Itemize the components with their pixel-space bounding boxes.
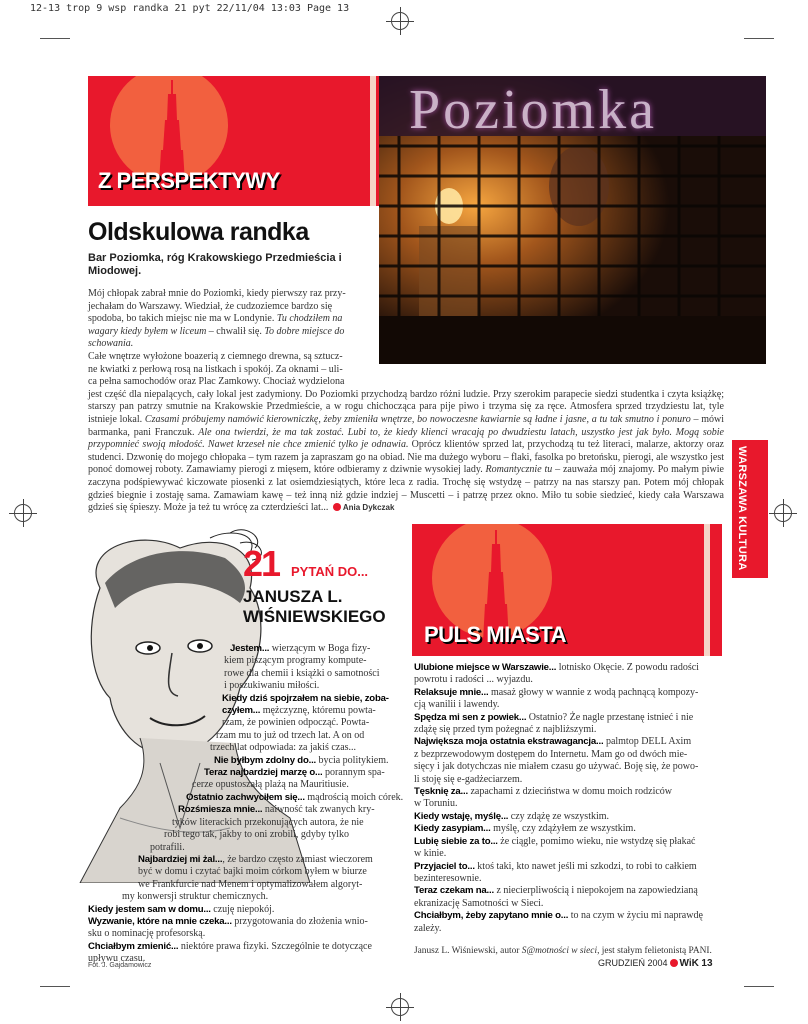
qa-line: upływu czasu. (88, 953, 146, 965)
article-intro: Mój chłopak zabrał mnie do Poziomki, kiedy pierwszy raz przy- jechałam do Warszawy. Wiedział, że cudzoziemce bardzo się spodoba, bo takich miejsc nie ma w Londynie. Tu chodziłem na wagary kiedy byłem w liceum – chwalił się. To dobre miejsce do schowania. Całe wnętrze wyłożone boazerią z ciemnego drewna, są sztucz- ne kwiatki z perłową rosą na listkach i spokój. Za oknami – uli- ca pełna samochodów oraz Plac Zamkowy. Chociaż wydzielona (88, 288, 346, 388)
qa-line: Relaksuje mnie... masaż głowy w wannie z wodą pachnącą kompozy- (414, 686, 699, 698)
qa-line: li stoję się e-gadżeciarzem. (414, 773, 523, 785)
qa-line: robi tego tak, jakby to oni zrobili, gdyby tylko (164, 829, 349, 841)
qa-line: Lubię siebie za to... że ciągle, pomimo wieku, nie wstydzę się płakać (414, 835, 696, 847)
registration-mark-icon (391, 998, 409, 1016)
qa-line: Największa moja ostatnia ekstrawagancja... palmtop DELL Axim (414, 736, 692, 748)
qa-line: Spędza mi sen z powiek... Ostatnio? Że nagle przestanę istnieć i nie (414, 711, 694, 723)
qa-line: cerze opustoszałą plażą na Mauritiusie. (192, 779, 349, 791)
qa-line: w Toruniu. (414, 798, 458, 810)
qa-line: zdążę się przed tym pożegnać z najbliższymi. (414, 724, 597, 736)
qa-line: we Frankfurcie nad Menem i optymalizowałem algoryt- (138, 878, 363, 890)
qa-line: cją wanilii i lawendy. (414, 699, 500, 711)
folio-bullet-icon (670, 959, 678, 967)
qa-line: rzam mu to już od trzech lat. A on od (216, 729, 365, 741)
qa-line: Nie byłbym zdolny do... bycia politykiem. (214, 754, 389, 766)
qa-line: trzech lat odpowiada: za jakiś czas... (210, 742, 357, 754)
qa-line: Teraz czekam na... z niecierpliwością i niepokojem na zapowiedzianą (414, 885, 698, 897)
qa-line: sku o nominację profesorską. (88, 928, 206, 940)
registration-mark-icon (14, 504, 32, 522)
neon-sign: Poziomka (409, 79, 657, 141)
qa-line: Kiedy jestem sam w domu... czuję niepokój. (88, 903, 275, 915)
interview-qa (88, 643, 404, 966)
section-banner-puls-miasta (412, 524, 722, 656)
interview-heading: PYTAŃ DO... (291, 564, 369, 579)
article-title: Oldskulowa randka (88, 218, 309, 246)
qa-line: potrafili. (150, 841, 185, 853)
qa-line: Najbardziej mi żal..., że bardzo często zamiast wieczorem (138, 853, 373, 865)
qa-line: zależy. (414, 922, 442, 934)
registration-mark-icon (774, 504, 792, 522)
article-author: Ania Dykczak (342, 503, 395, 513)
qa-line: Teraz najbardziej marzę o... porannym spa- (204, 767, 385, 779)
qa-line: z bezprzewodowym dostępem do Internetu. Mam go od dwóch mie- (414, 748, 688, 760)
interview-person: JANUSZA L. WIŚNIEWSKIEGO (243, 587, 386, 626)
qa-line: być w domu i czytać bajki moim córkom byłem w biurze (138, 866, 367, 878)
article-main: jest część dla niepalących, cały lokal jest zadymiony. Do Poziomki przychodzą bardzo różni ludzie. Przy szerokim parapecie siedzi studentka i czyta książkę; starszy pan patrzy smutnie na Krakowskie Przedmieście, a w rogu chichocząca para pije piwo i trzyma się za ręce. Atmosfera sprzed trzydziestu lat, tyle istnieje lokal. Czasami próbujemy namówić kierowniczkę, żeby zmieniła wnętrze, bo nowoczesne kawiarnie są ładne i jasne, a tu tak smutno i ponuro – mówi barmanka, pani Franczuk. Ale ona twierdzi, że ma tak zostać. Lubi to, że kiedy klienci wracają po dwudziestu latach, uszystko jest jak było. Mogą sobie przypomnieć swoją młodość. Nawet krzeseł nie chce zmienić tylko je odnawia. Oprócz klientów sprzed lat, przychodzą tu też literaci, malarze, aktorzy oraz studenci. Dzwonię do mojego chłopaka – tym razem ja zapraszam go na obiad. Nie ma dużego wyboru – flaki, fasolka po bretońsku, pierogi, ale wszystko jest ponoć domowej roboty. Zamawiamy pierogi z mięsem, które odbieramy z dziwnie wysokiej lady. Romantycznie tu – zauważa mój znajomy. Po małym piwie zaczyna podśpiewywać kiczowate piosenki z lat osiemdziesiątych, które leca z radia. Trochę się wstydzę – patrzy na nas starszy pan. Potem mój chłopak gdzieś biegnie i zostaję sama. Zamawiam kawę – też inną niż gdzie indziej – Muscetti – i patrzę przez okno. Miło tu sobie siedzieć, kiedy cała Warszawa gdzieś się śpieszy. Może ja też tu wrócę za czterdzieści lat... Ania Dykczak (88, 388, 724, 514)
qa-line: Kiedy zasypiam... myślę, czy zdążyłem ze wszystkim. (414, 823, 636, 835)
qa-line: ekranizację Samotności w Sieci. (414, 897, 544, 909)
qa-line: my konwersji struktur chemicznych. (122, 891, 269, 903)
qa-line: Tęsknię za... zapachami z dzieciństwa w domu moich rodziców (414, 786, 673, 798)
author-bullet-icon (333, 503, 341, 511)
qa-line: Ulubione miejsce w Warszawie... lotnisko Okęcie. Z powodu radości (414, 662, 699, 673)
crop-mark (40, 38, 70, 39)
registration-mark-icon (391, 12, 409, 30)
qa-line: Chciałbym zmienić... niektóre prawa fizyki. Szczególnie te dotyczące (88, 940, 372, 952)
qa-line: czyłem... mężczyznę, któremu powta- (222, 705, 376, 717)
qa-line: sięcy i jak dotychczas nie miałem czasu go używać. Boję się, że powo- (414, 761, 699, 773)
qa-line: Chciałbym, żeby zapytano mnie o... to na czym w życiu mi naprawdę (414, 910, 703, 922)
qa-line: powrotu i radości ... wyjazdu. (414, 674, 533, 686)
section-side-tag: WARSZAWA KULTURA (732, 440, 768, 578)
crop-mark (744, 986, 774, 987)
qa-line: Kiedy dziś spojrzałem na siebie, zoba- (222, 692, 389, 704)
page-folio: GRUDZIEŃ 2004 WiK 13 (598, 958, 713, 969)
qa-line: Rozśmiesza mnie... naiwność tak zwanych kry- (178, 804, 375, 816)
banner-title: Z PERSPEKTYWY (98, 168, 280, 193)
qa-line: Wyzwanie, które na mnie czeka... przygotowania do złożenia wnio- (88, 915, 368, 927)
banner-title: PULS MIASTA (424, 622, 566, 647)
interview-number: 21 (243, 543, 280, 584)
qa-line: w kinie. (414, 848, 447, 860)
qa-line: bezinteresownie. (414, 872, 482, 884)
crop-mark (744, 38, 774, 39)
section-banner-z-perspektywy (88, 76, 388, 206)
article-body (88, 288, 724, 515)
qa-line: kiem piszącym programy kompute- (224, 655, 367, 667)
puls-footer: Janusz L. Wiśniewski, autor S@motności w sieci, jest stałym felietonistą PANI. (414, 945, 712, 956)
photo-credit: Fot. J. Gajdamowicz (88, 962, 152, 969)
qa-line: Jestem... wierzącym w Boga fizy- (230, 643, 371, 654)
qa-line: Ostatnio zachwyciłem się... mądrością moich córek. (186, 791, 404, 803)
print-slug: 12-13 trop 9 wsp randka 21 pyt 22/11/04 13:03 Page 13 (30, 3, 350, 14)
puls-qa (414, 662, 722, 957)
qa-line: rzam, że powinien odpocząć. Powta- (222, 717, 370, 729)
qa-line: Przyjaciel to... ktoś taki, kto nawet jeśli mi szkodzi, to robi to całkiem (414, 860, 697, 872)
crop-mark (40, 986, 70, 987)
qa-line: rowe dla chemii i książki o samotności (224, 667, 380, 679)
article-subtitle: Bar Poziomka, róg Krakowskiego Przedmieścia i Miodowej. (88, 252, 342, 277)
qa-line: Kiedy wstaję, myślę... czy zdążę ze wszystkim. (414, 810, 610, 822)
qa-line: tyków literackich przekonujących autora, że nie (172, 816, 364, 828)
qa-line: i poszukiwaniu miłości. (224, 680, 320, 692)
